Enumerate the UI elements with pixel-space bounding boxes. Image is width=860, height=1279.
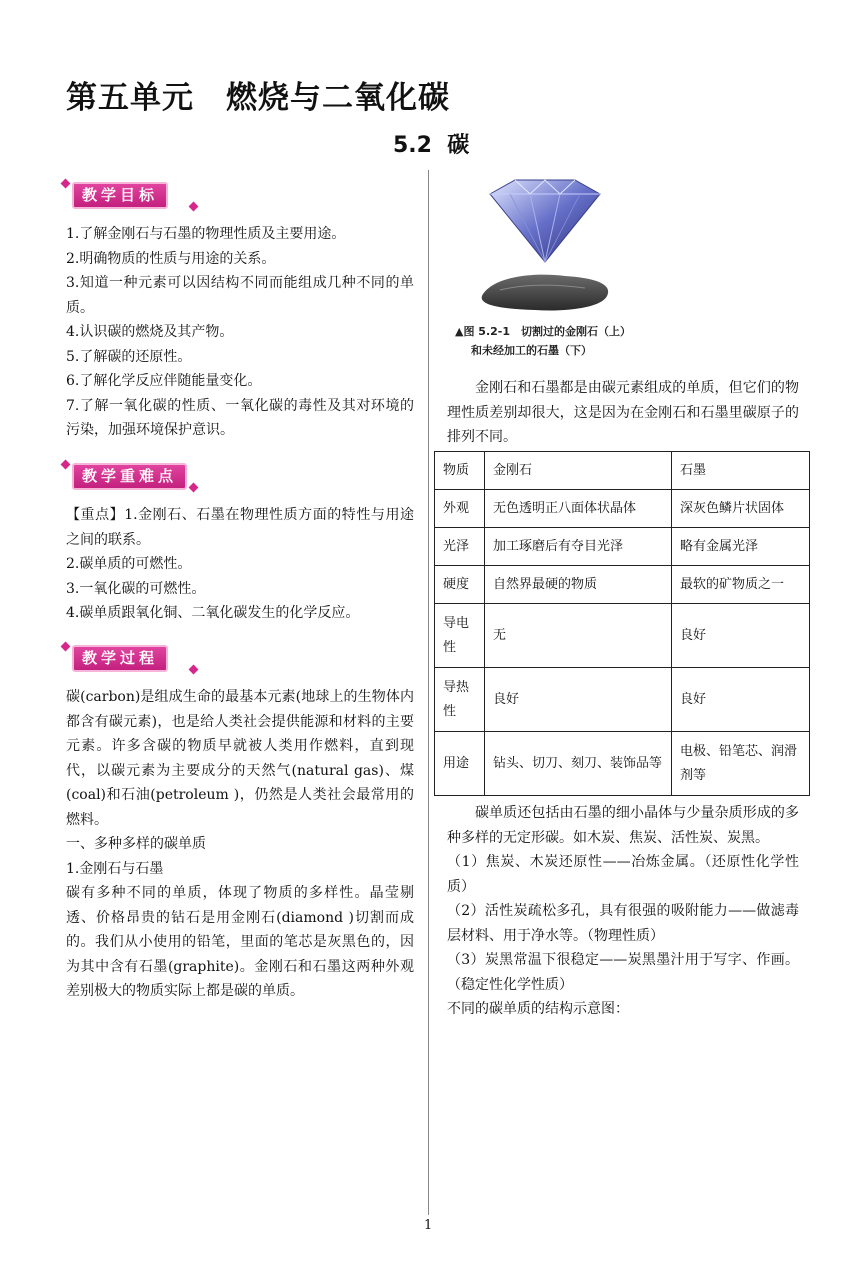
column-divider bbox=[428, 170, 429, 1215]
table-row bbox=[435, 604, 810, 668]
diamond-icon bbox=[490, 180, 600, 262]
table-row bbox=[435, 528, 810, 566]
objective-item: 3.知道一种元素可以因结构不同而能组成几种不同的单质。 bbox=[66, 275, 414, 316]
table-cell: 良好 bbox=[672, 604, 810, 668]
table-cell: 金刚石 bbox=[485, 452, 672, 490]
process-section bbox=[66, 685, 414, 1004]
table-cell: 硬度 bbox=[435, 566, 485, 604]
objectives-badge bbox=[62, 180, 197, 210]
unit-title: 第五单元 燃烧与二氧化碳 bbox=[66, 80, 450, 116]
key-points-badge bbox=[62, 461, 197, 491]
heading-diamond-graphite: 1.金刚石与石墨 bbox=[66, 860, 164, 877]
table-cell: 加工琢磨后有夺目光泽 bbox=[485, 528, 672, 566]
structure-diagram-label: 不同的碳单质的结构示意图： bbox=[447, 1001, 629, 1017]
table-cell: 电极、铅笔芯、润滑剂等 bbox=[672, 732, 810, 796]
properties-table bbox=[434, 451, 810, 796]
table-cell: 钻头、切刀、刻刀、装饰品等 bbox=[485, 732, 672, 796]
use-item: （1）焦炭、木炭还原性——冶炼金属。（还原性化学性质） bbox=[447, 854, 799, 895]
process-badge bbox=[62, 643, 197, 673]
table-cell: 最软的矿物质之一 bbox=[672, 566, 810, 604]
objective-item: 1.了解金刚石与石墨的物理性质及主要用途。 bbox=[66, 226, 346, 242]
objectives-list bbox=[66, 222, 414, 443]
key-points-badge-label: 教学重难点 bbox=[72, 463, 187, 490]
process-badge-label: 教学过程 bbox=[72, 645, 168, 672]
table-row bbox=[435, 732, 810, 796]
amorphous-paragraph: 碳单质还包括由石墨的细小晶体与少量杂质形成的多种多样的无定形碳。如木炭、焦炭、活性炭、炭黑。 bbox=[447, 805, 799, 846]
objectives-badge-label: 教学目标 bbox=[72, 182, 168, 209]
table-cell: 导电性 bbox=[435, 604, 485, 668]
table-cell: 略有金属光泽 bbox=[672, 528, 810, 566]
table-row bbox=[435, 566, 810, 604]
use-item: （2）活性炭疏松多孔，具有很强的吸附能力——做滤毒层材料、用于净水等。（物理性质） bbox=[447, 903, 799, 944]
diamond-graphite-figure bbox=[455, 172, 635, 362]
figure-caption bbox=[455, 322, 635, 360]
figure-caption-line: 和未经加工的石墨（下） bbox=[471, 344, 592, 357]
objective-item: 2.明确物质的性质与用途的关系。 bbox=[66, 250, 276, 267]
table-cell: 光泽 bbox=[435, 528, 485, 566]
table-cell: 深灰色鳞片状固体 bbox=[672, 490, 810, 528]
figure-caption-line: ▲图 5.2-1 切割过的金刚石（上） bbox=[455, 325, 631, 338]
table-cell: 用途 bbox=[435, 732, 485, 796]
key-points-list bbox=[66, 503, 414, 626]
table-cell: 良好 bbox=[485, 668, 672, 732]
objective-item: 5.了解碳的还原性。 bbox=[66, 348, 192, 365]
objective-item: 6.了解化学反应伴随能量变化。 bbox=[66, 373, 262, 389]
objective-item: 7.了解一氧化碳的性质、一氧化碳的毒性及其对环境的污染，加强环境保护意识。 bbox=[66, 397, 414, 438]
table-cell: 无 bbox=[485, 604, 672, 668]
use-item: （3）炭黑常温下很稳定——炭黑墨汁用于写字、作画。（稳定性化学性质） bbox=[447, 952, 799, 993]
table-row bbox=[435, 668, 810, 732]
key-point-item: 【重点】1.金刚石、石墨在物理性质方面的特性与用途之间的联系。 bbox=[66, 507, 414, 548]
amorphous-carbon-section bbox=[447, 801, 799, 1022]
table-row bbox=[435, 490, 810, 528]
key-point-item: 3.一氧化碳的可燃性。 bbox=[66, 580, 206, 597]
table-cell: 石墨 bbox=[672, 452, 810, 490]
objective-item: 4.认识碳的燃烧及其产物。 bbox=[66, 324, 234, 340]
table-cell: 导热性 bbox=[435, 668, 485, 732]
table-cell: 无色透明正八面体状晶体 bbox=[485, 490, 672, 528]
heading-varieties: 一、多种多样的碳单质 bbox=[66, 836, 206, 852]
key-point-item: 2.碳单质的可燃性。 bbox=[66, 556, 192, 572]
table-row bbox=[435, 452, 810, 490]
page-number: 1 bbox=[424, 1218, 433, 1233]
carbon-structure-paragraph: 金刚石和石墨都是由碳元素组成的单质，但它们的物理性质差别却很大，这是因为在金刚石和石墨里碳原子的排列不同。 bbox=[447, 380, 799, 445]
section-title: 5.2 碳 bbox=[393, 133, 470, 158]
graphite-icon bbox=[482, 275, 608, 311]
key-point-item: 4.碳单质跟氧化铜、二氧化碳发生的化学反应。 bbox=[66, 605, 360, 621]
diamond-graphite-paragraph: 碳有多种不同的单质，体现了物质的多样性。晶莹剔透、价格昂贵的钻石是用金刚石(diamond )切割而成的。我们从小使用的铅笔，里面的笔芯是灰黑色的，因为其中含有石墨(graphite)。金刚石和石墨这两种外观差别极大的物质实际上都是碳的单质。 bbox=[66, 885, 414, 999]
diamond-graphite-illustration bbox=[455, 172, 635, 322]
table-cell: 自然界最硬的物质 bbox=[485, 566, 672, 604]
table-cell: 外观 bbox=[435, 490, 485, 528]
table-cell: 物质 bbox=[435, 452, 485, 490]
intro-paragraph: 碳(carbon)是组成生命的最基本元素(地球上的生物体内都含有碳元素)，也是给人类社会提供能源和材料的主要元素。许多含碳的物质早就被人类用作燃料，直到现代，以碳元素为主要成分的天然气(natural gas)、煤(coal)和石油(petroleum )，仍然是人类社会最常用的燃料。 bbox=[66, 689, 414, 828]
table-cell: 良好 bbox=[672, 668, 810, 732]
